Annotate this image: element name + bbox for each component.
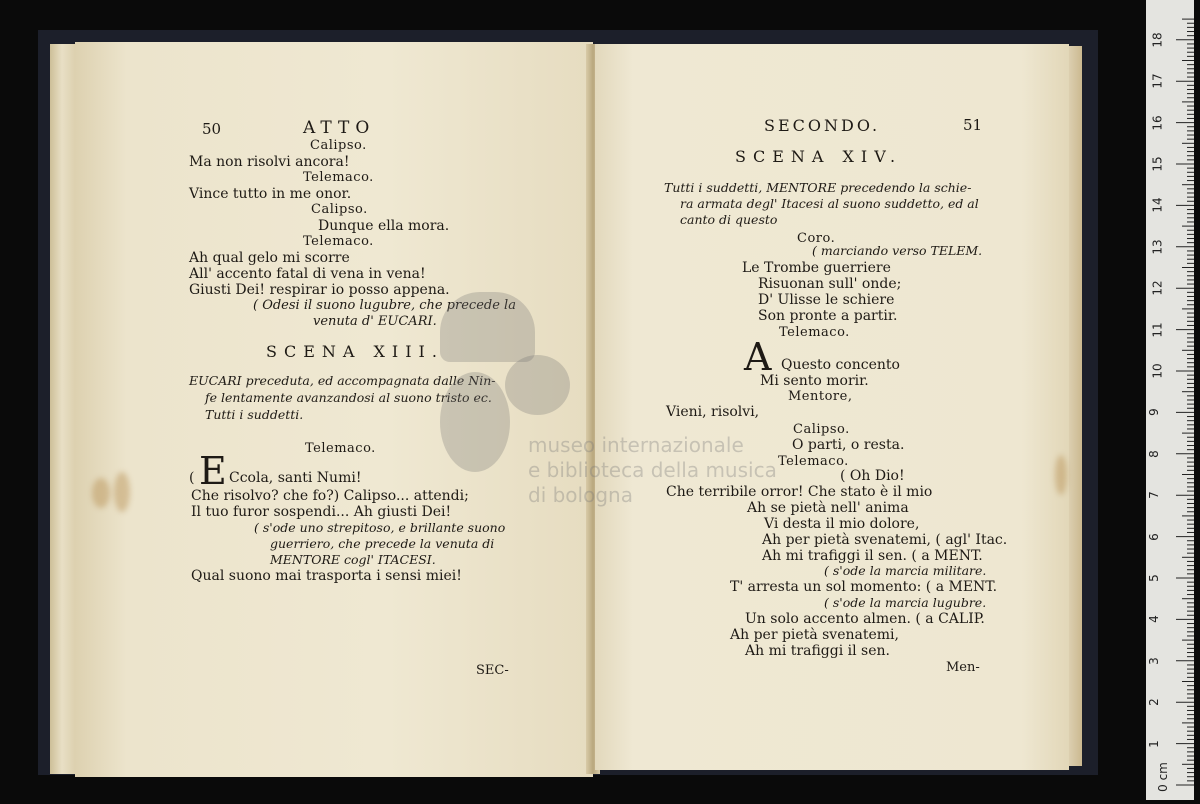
ruler-number: 14 [1150, 197, 1165, 214]
ruler-number: 15 [1150, 156, 1165, 172]
stage-direction: ( s'ode uno strepitoso, e brillante suono [254, 520, 506, 535]
speaker-label: Telemaco. [305, 441, 376, 456]
ruler-number: 11 [1150, 321, 1165, 338]
verse-line: O parti, o resta. [792, 437, 905, 453]
verse-line: Che terribile orror! Che stato è il mio [666, 484, 933, 500]
ruler-number: 17 [1150, 73, 1165, 89]
stage-direction: ( Odesi il suono lugubre, che precede la [253, 298, 516, 313]
left-page-number: 50 [202, 120, 222, 138]
stage-direction: fe lentamente avanzandosi al suono tristo ec. [205, 390, 492, 405]
verse-line: Mi sento morir. [760, 373, 869, 389]
ruler-number: 2 [1146, 698, 1161, 707]
right-page-number: 51 [963, 116, 983, 134]
speaker-label: Coro. [797, 231, 836, 246]
open-paren: ( [189, 470, 195, 486]
measurement-ruler [1146, 0, 1194, 800]
drop-cap-initial: A [744, 335, 772, 379]
verse-line: Ah per pietà svenatemi, ( agl' Itac. [762, 532, 1008, 548]
verse-line: Il tuo furor sospendi... Ah giusti Dei! [191, 504, 452, 520]
catchword: Men- [946, 660, 980, 675]
stage-direction: ( s'ode la marcia militare. [824, 563, 987, 578]
stage-direction: ra armata degl' Itacesi al suono suddetto, ed al [680, 196, 979, 211]
left-running-head: ATTO [303, 118, 376, 138]
verse-line: Risuonan sull' onde; [758, 276, 902, 292]
stage-direction: MENTORE cogl' ITACESI. [270, 552, 436, 567]
scene-heading: SCENA XIII. [266, 342, 444, 361]
watermark-line-3: di bologna [528, 483, 633, 507]
stage-direction: canto di questo [680, 212, 778, 227]
speaker-label: Telemaco. [778, 454, 849, 469]
watermark-line-2: e biblioteca della musica [528, 458, 777, 482]
stage-direction: guerriero, che precede la venuta di [270, 536, 495, 551]
ruler-number: 9 [1146, 408, 1161, 417]
speaker-label: Calipso. [793, 422, 850, 437]
ruler-number: 13 [1150, 239, 1165, 255]
speaker-label: Telemaco. [779, 325, 850, 340]
verse-line: T' arresta un sol momento: ( a MENT. [730, 579, 998, 595]
stage-direction: venuta d' EUCARI. [313, 314, 437, 329]
watermark-line-1: museo internazionale [528, 433, 744, 457]
stage-direction: ( s'ode la marcia lugubre. [824, 595, 987, 610]
stage-direction: ( marciando verso TELEM. [812, 243, 983, 258]
ruler-number: 18 [1150, 32, 1165, 48]
verse-line: Le Trombe guerriere [742, 260, 891, 276]
foxing-stain [1055, 455, 1067, 495]
right-running-head: SECONDO. [764, 116, 881, 135]
ruler-unit-label: 0 cm [1155, 762, 1170, 792]
drop-cap-initial: E [199, 449, 227, 493]
speaker-label: Telemaco. [303, 170, 374, 185]
verse-line: Vi desta il mio dolore, [764, 516, 920, 532]
watermark-logo-shape [440, 292, 535, 362]
verse-line: Ah mi trafiggi il sen. [745, 643, 890, 659]
watermark-logo-shape [505, 355, 570, 415]
speaker-label: Mentore, [788, 389, 853, 404]
ruler-number: 1 [1146, 739, 1161, 748]
verse-line: Giusti Dei! respirar io posso appena. [189, 282, 450, 298]
verse-line: Ah se pietà nell' anima [747, 500, 909, 516]
verse-line: Un solo accento almen. ( a CALIP. [745, 611, 985, 627]
verse-line: All' accento fatal di vena in vena! [189, 266, 426, 282]
verse-line: Qual suono mai trasporta i sensi miei! [191, 568, 462, 584]
ruler-number: 16 [1150, 114, 1165, 131]
catchword: SEC- [476, 663, 509, 678]
ruler-number: 12 [1150, 280, 1165, 296]
verse-line: Vince tutto in me onor. [189, 186, 352, 202]
ruler-number: 5 [1146, 574, 1161, 582]
speaker-label: Calipso. [311, 202, 368, 217]
verse-line: Ah mi trafiggi il sen. ( a MENT. [762, 548, 983, 564]
verse-line: Che risolvo? che fo?) Calipso... attendi; [191, 488, 469, 504]
ruler-number: 7 [1146, 491, 1161, 500]
verse-line: Vieni, risolvi, [666, 404, 760, 420]
verse-line: Ah qual gelo mi scorre [189, 250, 350, 266]
verse-line: Dunque ella mora. [318, 218, 450, 234]
scene-heading: SCENA XIV. [735, 147, 903, 166]
ruler-number: 10 [1150, 363, 1165, 379]
stage-direction: EUCARI preceduta, ed accompagnata dalle Nin- [189, 373, 496, 388]
verse-line: Ccola, santi Numi! [229, 470, 362, 486]
foxing-stain [114, 472, 130, 512]
speaker-label: Calipso. [310, 138, 367, 153]
ruler-number: 3 [1146, 656, 1161, 665]
ruler-number: 6 [1146, 532, 1161, 541]
verse-line: D' Ulisse le schiere [758, 292, 895, 308]
watermark-logo-shape [440, 372, 510, 472]
verse-line: ( Oh Dio! [840, 468, 905, 484]
verse-line: Questo concento [781, 357, 900, 373]
ruler-number: 4 [1146, 615, 1161, 624]
foxing-stain [92, 478, 110, 508]
stage-direction: Tutti i suddetti, MENTORE precedendo la schie- [664, 180, 972, 195]
verse-line: Ah per pietà svenatemi, [730, 627, 899, 643]
verse-line: Ma non risolvi ancora! [189, 154, 350, 170]
verse-line: Son pronte a partir. [758, 308, 898, 324]
speaker-label: Telemaco. [303, 234, 374, 249]
stage-direction: Tutti i suddetti. [205, 407, 304, 422]
ruler-number: 8 [1146, 449, 1161, 458]
